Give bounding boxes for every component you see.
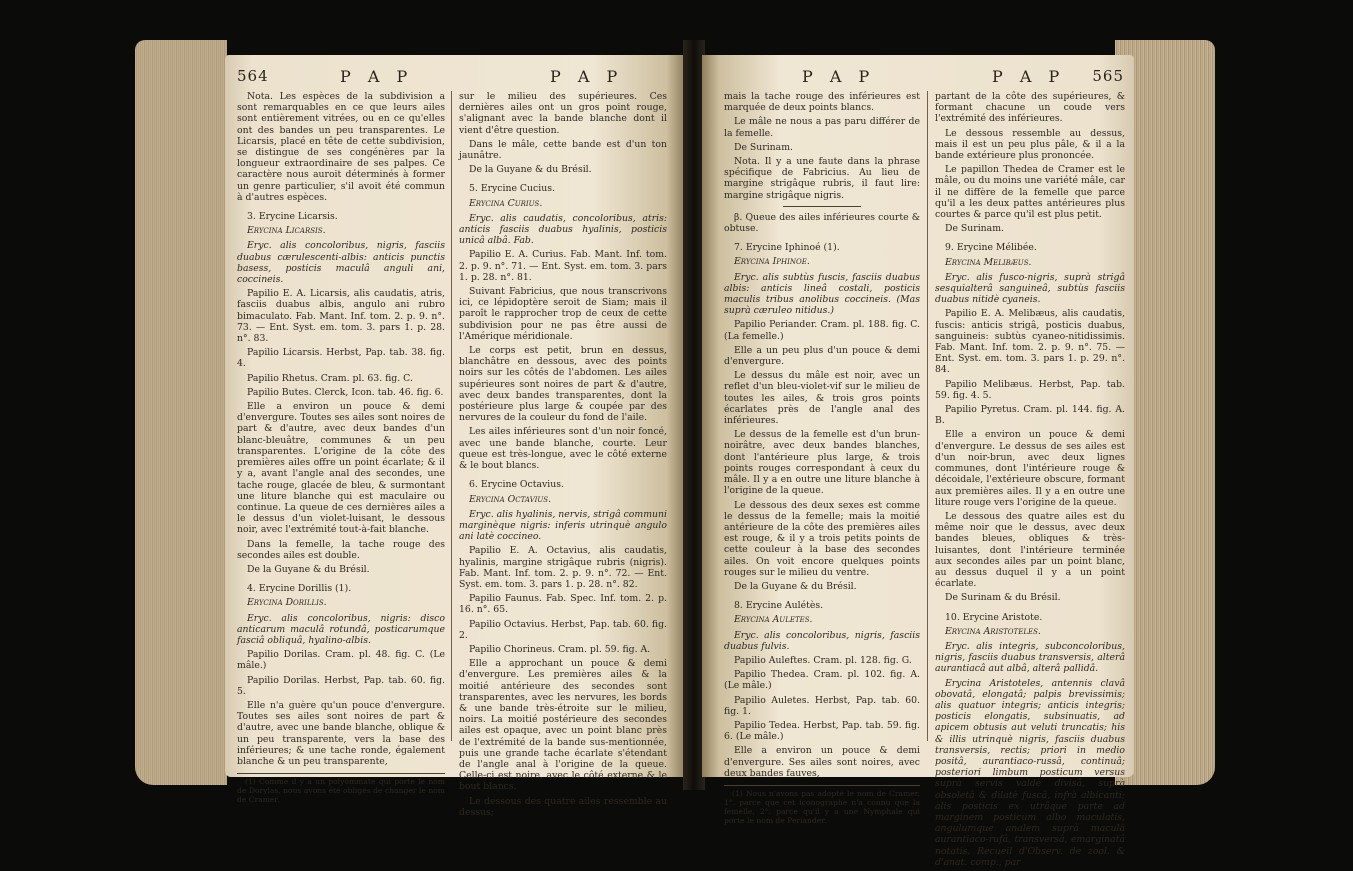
running-head-a: P A P	[340, 67, 414, 86]
paragraph: Elle a un peu plus d'un pouce & demi d'envergure.	[724, 344, 920, 368]
species-heading: 8. Erycine Aulétès.	[734, 600, 824, 612]
latin-name: Erycina Licarsis.	[247, 225, 326, 237]
running-head-b: P A P	[550, 67, 624, 86]
latin-name: Erycina Melibæus.	[945, 256, 1032, 268]
reference: Papilio E. A. Octavius, alis caudatis, hyalinis, margine strigâque rubris (nigris). Fab. Mant. Inf. tom. 2. p. 9. n°. 72. — Ent. Syst. em. tom. 3. pars 1. p. 28. n°. 82.	[459, 545, 667, 590]
section-rule	[783, 206, 861, 207]
left-page-column-2	[459, 91, 667, 821]
paragraph: Elle a environ un pouce & demi d'envergure. Ses ailes sont noires, avec deux bandes fauves,	[724, 745, 920, 779]
latin-name: Erycina Curius.	[469, 197, 543, 209]
reference: Papilio Melibæus. Herbst, Pap. tab. 59. fig. 4. 5.	[935, 378, 1125, 401]
paragraph: Dans le mâle, cette bande est d'un ton jaunâtre.	[459, 138, 667, 162]
paragraph: Le dessous des deux sexes est comme le dessus de la femelle; mais la moitié antérieure de la côte des premières ailes est rouge, & il y a trois petits points de cette couleur à la base des secondes ailes. On voit encore quelques points rouges sur le milieu du ventre.	[724, 499, 920, 578]
paragraph: De Surinam & du Brésil.	[945, 592, 1061, 604]
latin-name: Erycina Auletes.	[734, 614, 813, 626]
reference: Papilio E. A. Melibæus, alis caudatis, fuscis: anticis strigâ, posticis duabus, sanguineis: subtùs cyaneo-nitidissimis. Fab. Mant. Inf. tom. 2. p. 9. n°. 75. — Ent. Syst. em. tom. 3. pars 1. p. 29. n°. 84.	[935, 308, 1125, 376]
paragraph: Dans la femelle, la tache rouge des secondes ailes est double.	[237, 538, 445, 561]
species-heading: 7. Erycine Iphinoé (1).	[734, 242, 840, 254]
footnote: (1) Comme il y a un polyommate qui porte le nom de Dorylas, nous avons été obligés de changer le nom de Cramer.	[237, 777, 445, 805]
paragraph: Nota. Les espèces de la subdivision a sont remarquables en ce que leurs ailes sont entièrement vitrées, ou en ce qu'elles ont des bandes un peu transparentes. Le Licarsis, placé en tête de cette subdivision, se distingue de ses congénères par la longueur extraordinaire de ses palpes. Ce caractère nous auroit déterminés à former un genre particulier, s'il avoit été commun à d'autres espèces.	[237, 91, 445, 203]
reference: Papilio Pyretus. Cram. pl. 144. fig. A. B.	[935, 404, 1125, 427]
latin-name: Erycina Iphinoe.	[734, 256, 810, 268]
paragraph: Elle n'a guère qu'un pouce d'envergure. Toutes ses ailes sont noires de part & d'autre, avec une bande blanche, oblique & un peu transparente, vers la base des inférieures; & une tache ronde, également blanche & un peu transparente,	[237, 699, 445, 767]
left-running-head	[225, 65, 685, 87]
latin-diagnosis: Eryc. alis concoloribus, nigris, fasciis duabus fulvis.	[724, 629, 920, 652]
latin-name: Erycina Dorillis.	[247, 597, 327, 609]
latin-diagnosis: Eryc. alis concoloribus, nigris: disco anticarum maculâ rotundâ, posticarumque fasciâ obliquâ, hyalino-albis.	[237, 612, 445, 646]
paragraph: Suivant Fabricius, que nous transcrivons ici, ce lépidoptère seroit de Siam; mais il paroît le rapprocher trop de ceux de cette subdivision pour ne pas être aussi de l'Amérique méridionale.	[459, 286, 667, 342]
subdivision-heading: β. Queue des ailes inférieures courte & obtuse.	[724, 211, 920, 235]
column-divider	[451, 91, 452, 741]
paragraph: partant de la côte des supérieures, & formant chacune un coude vers l'extrémité des inférieures.	[935, 91, 1125, 125]
reference: Papilio Licarsis. Herbst, Pap. tab. 38. fig. 4.	[237, 347, 445, 370]
latin-diagnosis: Eryc. alis fusco-nigris, suprà strigâ sesquialterâ sanguineâ, subtùs fasciis duabus nitidè cyaneis.	[935, 271, 1125, 306]
latin-diagnosis: Eryc. alis caudatis, concoloribus, atris: anticis fasciis duabus hyalinis, posticis unicâ albâ. Fab.	[459, 212, 667, 247]
paragraph: Les ailes inférieures sont d'un noir foncé, avec une bande blanche, courte. Leur queue est très-longue, avec le côté externe & le bout blancs.	[459, 426, 667, 472]
footnote-rule	[724, 785, 920, 786]
species-heading: 10. Erycine Aristote.	[945, 611, 1043, 623]
left-page	[225, 55, 685, 818]
reference: Papilio Octavius. Herbst, Pap. tab. 60. fig. 2.	[459, 618, 667, 641]
reference: Papilio Faunus. Fab. Spec. Inf. tom. 2. p. 16. n°. 65.	[459, 593, 667, 616]
paragraph: Le corps est petit, brun en dessus, blanchâtre en dessous, avec des points noirs sur les côtés de l'abdomen. Les ailes supérieures sont noires de part & d'autre, avec deux bandes transparentes, dont la postérieure plus large & coupée par des nervures de la couleur du fond de l'aile.	[459, 345, 667, 424]
paragraph: De la Guyane & du Brésil.	[469, 164, 592, 176]
species-heading: 5. Erycine Cucius.	[469, 183, 555, 195]
paragraph: De Surinam.	[945, 223, 1004, 235]
reference: Papilio Rhetus. Cram. pl. 63. fig. C.	[247, 372, 413, 384]
latin-diagnosis: Eryc. alis integris, subconcoloribus, nigris, fasciis duabus transversis, alterâ aurantiacâ aut albâ, alterâ pallidâ.	[935, 640, 1125, 675]
paragraph: De la Guyane & du Brésil.	[247, 563, 370, 575]
reference: Papilio E. A. Licarsis, alis caudatis, atris, fasciis duabus albis, angulo ani rubro bimaculato. Fab. Mant. Inf. tom. 2. p. 9. n°. 73. — Ent. Syst. em. tom. 3. pars 1. p. 28. n°. 83.	[237, 288, 445, 345]
paragraph: Le dessus de la femelle est d'un brun-noirâtre, avec deux bandes blanches, dont l'antérieure plus large, & trois points rouges correspondant à ceux du mâle. Il y a en outre une liture blanche à l'origine de la queue.	[724, 429, 920, 497]
reference: Papilio Thedea. Cram. pl. 102. fig. A. (Le mâle.)	[724, 669, 920, 692]
paragraph: Nota. Il y a une faute dans la phrase spécifique de Fabricius. Au lieu de margine strigâque rubris, il faut lire: margine strigâque nigris.	[724, 156, 920, 201]
latin-diagnosis: Eryc. alis concoloribus, nigris, fasciis duabus cærulescenti-albis: anticis punctis basess, posticis maculâ anguli ani, coccineis.	[237, 240, 445, 286]
right-page	[702, 55, 1134, 868]
species-heading: 4. Erycine Dorillis (1).	[247, 583, 352, 595]
paragraph: De la Guyane & du Brésil.	[734, 580, 857, 592]
page-number: 565	[1092, 67, 1124, 85]
reference: Papilio Periander. Cram. pl. 188. fig. C. (La femelle.)	[724, 319, 920, 342]
reference: Papilio Auletes. Herbst, Pap. tab. 60. fig. 1.	[724, 694, 920, 717]
paragraph: mais la tache rouge des inférieures est marquée de deux points blancs.	[724, 91, 920, 114]
right-running-head	[702, 65, 1134, 87]
paragraph: Elle a approchant un pouce & demi d'envergure. Les premières ailes & la moitié antérieure des secondes sont transparentes, avec les nervures, les bords & une bande très-étroite sur le milieu, noirs. La moitié postérieure des secondes ailes est opaque, avec un point blanc près de l'extrémité de la bande sus-mentionnée, puis une grande tache écarlate s'étendant de l'angle anal à l'origine de la queue. Celle-ci est noire, avec le côté externe & le bout blancs.	[459, 658, 667, 793]
running-head-b: P A P	[992, 67, 1066, 86]
paragraph: De Surinam.	[734, 141, 793, 153]
latin-name: Erycina Aristoteles.	[945, 625, 1041, 637]
species-heading: 3. Erycine Licarsis.	[247, 211, 338, 223]
footnote-rule	[237, 773, 445, 774]
paragraph: Elle a environ un pouce & demi d'envergure. Le dessus de ses ailes est d'un noir-brun, avec deux lignes communes, dont l'intérieure rouge & décoidale, l'extérieure obscure, formant aux premières ailes. Il y a en outre une liture rouge vers l'origine de la queue.	[935, 429, 1125, 508]
right-page-column-1	[724, 91, 920, 825]
latin-diagnosis: Eryc. alis subtùs fuscis, fasciis duabus albis: anticis lineâ costali, posticis maculis tribus anolibus coccineis. (Mas suprà cæruleo nitidus.)	[724, 271, 920, 317]
right-page-column-2	[935, 91, 1125, 871]
paragraph: Le papillon Thedea de Cramer est le mâle, ou du moins une variété mâle, car il ne diffère de la femelle que parce qu'il a les deux pattes antérieures plus courtes & parce qu'il est plus petit.	[935, 164, 1125, 221]
reference: Papilio Butes. Clerck, Icon. tab. 46. fig. 6.	[247, 386, 444, 398]
left-page-column-1	[237, 91, 445, 804]
reference: Papilio Auleftes. Cram. pl. 128. fig. G.	[734, 654, 912, 666]
paragraph: Le dessous des quatre ailes ressemble au dessus;	[459, 795, 667, 818]
paragraph: Le mâle ne nous a pas paru différer de la femelle.	[724, 116, 920, 139]
latin-name: Erycina Octavius.	[469, 493, 552, 505]
paragraph: Le dessous des quatre ailes est du même noir que le dessus, avec deux bandes bleues, obliques & très-luisantes, dont l'intérieure terminée aux secondes ailes par un point blanc, au dessus duquel il y a un point écarlate.	[935, 510, 1125, 590]
reference: Papilio Tedea. Herbst, Pap. tab. 59. fig. 6. (Le mâle.)	[724, 719, 920, 743]
species-heading: 9. Erycine Mélibée.	[945, 242, 1037, 254]
footnote: (1) Nous n'avons pas adopté le nom de Cramer, 1°. parce que cet iconographe n'a connu que la femelle, 2°. parce qu'il y a une Nymphale qui porte le nom de Periander.	[724, 788, 920, 825]
paragraph: Le dessous ressemble au dessus, mais il est un peu plus pâle, & il a la bande extérieure plus prononcée.	[935, 127, 1125, 162]
latin-diagnosis: Eryc. alis hyalinis, nervis, strigâ communi marginèque nigris: inferis utrinquè angulo ani latè coccineo.	[459, 508, 667, 543]
running-head-a: P A P	[802, 67, 876, 86]
paragraph: sur le milieu des supérieures. Ces dernières ailes ont un gros point rouge, s'alignant avec la bande blanche dont il vient d'être question.	[459, 91, 667, 136]
page-number: 564	[237, 67, 269, 85]
paragraph: Le dessus du mâle est noir, avec un reflet d'un bleu-violet-vif sur le milieu de toutes les ailes, & trois gros points écarlates près de l'angle anal des inférieures.	[724, 370, 920, 427]
paragraph: Elle a environ un pouce & demi d'envergure. Toutes ses ailes sont noires de part & d'autre, avec deux bandes d'un blanc-bleuâtre, communes & un peu transparentes. L'origine de la côte des premières ailes offre un point écarlate; & il y a, avant l'angle anal des secondes, une tache rouge, glacée de bleu, & surmontant une liture blanche qui est maculaire ou continue. La queue de ces dernières ailes a le dessus d'un violet-luisant, le dessous noir, avec l'extrémité tout-à-fait blanche.	[237, 401, 445, 536]
left-page-block-edge	[135, 40, 227, 785]
reference: Papilio Chorineus. Cram. pl. 59. fig. A.	[469, 643, 651, 655]
reference: Papilio E. A. Curius. Fab. Mant. Inf. tom. 2. p. 9. n°. 71. — Ent. Syst. em. tom. 3. pars 1. p. 28. n°. 81.	[459, 249, 667, 283]
species-heading: 6. Erycine Octavius.	[469, 479, 564, 491]
reference: Papilio Dorilas. Cram. pl. 48. fig. C. (Le mâle.)	[237, 649, 445, 672]
reference: Papilio Dorilas. Herbst, Pap. tab. 60. fig. 5.	[237, 674, 445, 697]
paragraph: Erycina Aristoteles, antennis clavâ obovatâ, elongatâ; palpis brevissimis; alis quatuor integris; anticis integris; posticis elongatis, subsinuatis, ad apicem obtusis aut veluti truncatis; his & illis utrinquè nigris, fasciis duabus transversis, rectis; priori in medio positâ, aurantiaco-russâ, continuâ; posteriori limbum posticum versus suprà servis valdè divisâ, suprà obsoletâ & dilatè fuscâ, infrà albicanti; alis posticis ex utrâque parte ad marginem posticum albo maculatis, angulumque analem suprà maculâ aurantiaco-rufâ, transversâ, emarginatâ notatis. Recueil d'Observ. de zool. & d'anat. comp., par	[935, 677, 1125, 868]
column-divider	[927, 91, 928, 741]
